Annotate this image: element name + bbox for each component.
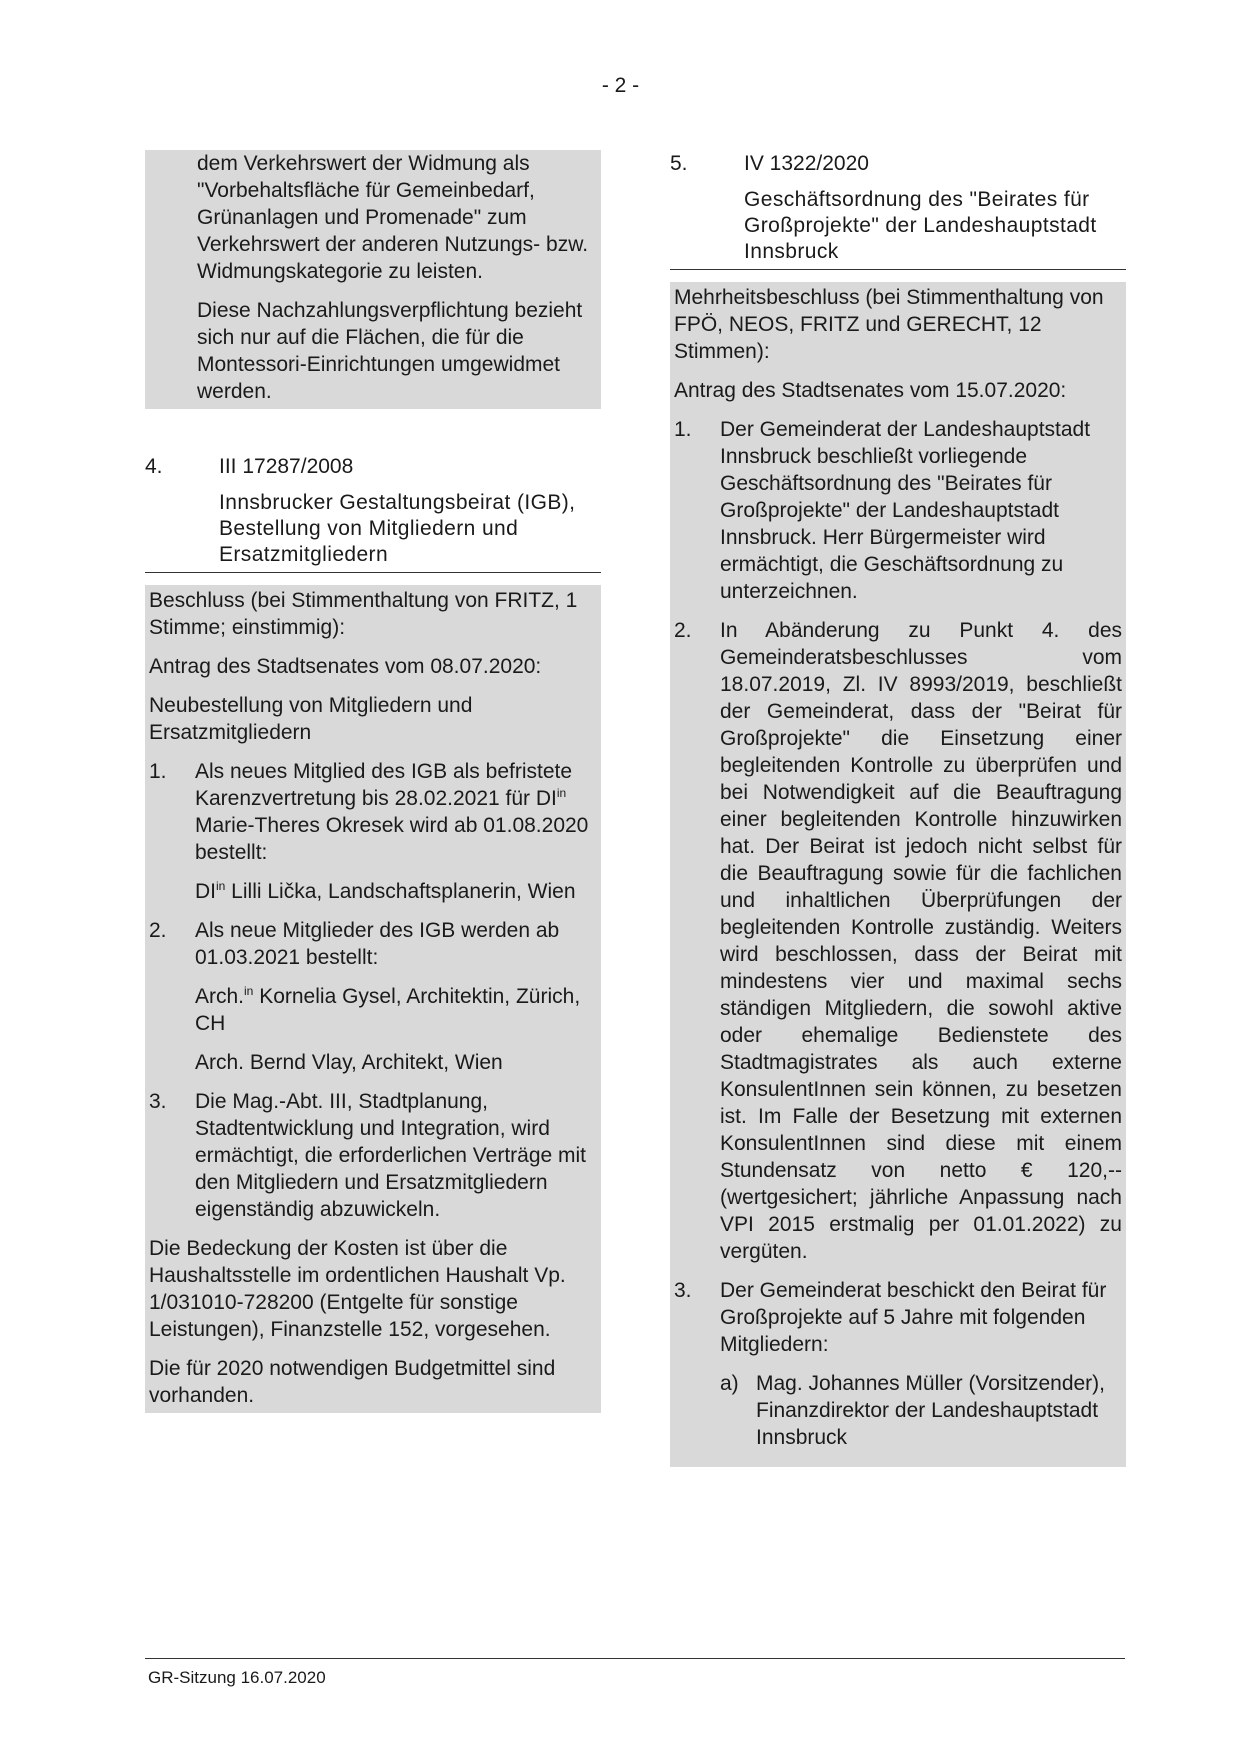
sub-list-item — [720, 1370, 1122, 1451]
list-item — [149, 758, 597, 905]
coverage-text: Die Bedeckung der Kosten ist über die Haushaltsstelle im ordentlichen Haushalt Vp. 1/031010-728200 (Entgelte für sonstige Leistungen), Finanzstelle 152, vorgesehen. — [149, 1237, 566, 1341]
agenda-item-5-number: 5. — [670, 152, 688, 175]
sub-list-item-letter: a) — [720, 1372, 739, 1395]
sub-list-item-text: Mag. Johannes Müller (Vorsitzender), Finanzdirektor der Landeshauptstadt Innsbruck — [756, 1372, 1105, 1449]
agenda-item-5 — [670, 150, 1126, 1467]
agenda-item-4 — [145, 453, 601, 1413]
member-entry: Arch.$^{in}$ Kornelia Gysel, Architektin, Zürich, CH — [195, 984, 581, 1035]
list-item-text: Als neue Mitglieder des IGB werden ab 01.03.2021 bestellt: — [195, 919, 560, 969]
list-item-number: 1. — [674, 418, 692, 441]
member-entry: $DI^{in}$ Lilli Lička, Landschaftsplanerin, Wien — [195, 879, 576, 903]
list-item-text: Der Gemeinderat beschickt den Beirat für Großprojekte auf 5 Jahre mit folgenden Mitgliedern: — [720, 1279, 1107, 1356]
list-item — [149, 917, 597, 1076]
continuation-block — [145, 150, 601, 409]
agenda-item-5-header — [670, 150, 1126, 177]
list-item — [674, 1277, 1122, 1451]
motion-text: Antrag des Stadtsenates vom 15.07.2020: — [674, 379, 1067, 402]
decision-text: Mehrheitsbeschluss (bei Stimmenthaltung von FPÖ, NEOS, FRITZ und GERECHT, 12 Stimmen): — [674, 286, 1104, 363]
page-number: - 2 - — [601, 74, 640, 97]
agenda-item-4-ref: III 17287/2008 — [219, 455, 354, 478]
agenda-item-5-body — [670, 282, 1126, 1467]
list-item-number: 3. — [674, 1279, 692, 1302]
member-entry: Arch. Bernd Vlay, Architekt, Wien — [195, 1051, 503, 1074]
budget-text: Die für 2020 notwendigen Budgetmittel sind vorhanden. — [149, 1357, 556, 1407]
footer-text: GR-Sitzung 16.07.2020 — [148, 1668, 326, 1687]
subject-text: Neubestellung von Mitgliedern und Ersatzmitgliedern — [149, 694, 473, 744]
list-item-number: 1. — [149, 760, 167, 783]
list-item — [674, 416, 1122, 605]
footer-divider — [145, 1658, 1125, 1659]
continuation-text-1: dem Verkehrswert der Widmung als "Vorbehaltsfläche für Gemeinbedarf, Grünanlagen und Promenade" zum Verkehrswert der anderen Nutzungs- bzw. Widmungskategorie zu leisten. — [197, 152, 589, 283]
agenda-item-5-ref: IV 1322/2020 — [744, 152, 869, 175]
list-item-text: Als neues Mitglied des IGB als befristete Karenzvertretung bis 28.02.2021 für $DI^{in}$ Marie-Theres Okresek wird ab 01.08.2020 bestellt: — [195, 760, 589, 864]
agenda-item-4-header — [145, 453, 601, 480]
list-item-number: 2. — [674, 619, 692, 642]
agenda-item-4-title: Innsbrucker Gestaltungsbeirat (IGB), Bestellung von Mitgliedern und Ersatzmitgliedern — [145, 490, 601, 573]
agenda-item-4-number: 4. — [145, 455, 163, 478]
list-item-number: 3. — [149, 1090, 167, 1113]
right-column — [670, 150, 1126, 1467]
list-item-number: 2. — [149, 919, 167, 942]
motion-text: Antrag des Stadtsenates vom 08.07.2020: — [149, 655, 542, 678]
list-item-text: Die Mag.-Abt. III, Stadtplanung, Stadtentwicklung und Integration, wird ermächtigt, die erforderlichen Verträge mit den Mitgliedern und Ersatzmitgliedern eigenständig abzuwickeln. — [195, 1090, 587, 1221]
left-column — [145, 150, 601, 1413]
list-item — [674, 617, 1122, 1265]
agenda-item-5-title: Geschäftsordnung des "Beirates für Großprojekte" der Landeshauptstadt Innsbruck — [670, 187, 1126, 270]
list-item-text: Der Gemeinderat der Landeshauptstadt Innsbruck beschließt vorliegende Geschäftsordnung des "Beirates für Großprojekte" der Landeshauptstadt Innsbruck. Herr Bürgermeister wird ermächtigt, die Geschäftsordnung zu unterzeichnen. — [720, 418, 1091, 603]
decision-text: Beschluss (bei Stimmenthaltung von FRITZ, 1 Stimme; einstimmig): — [149, 589, 578, 639]
agenda-item-4-body — [145, 585, 601, 1413]
list-item — [149, 1088, 597, 1223]
list-item-text: In Abänderung zu Punkt 4. des Gemeinderatsbeschlusses vom 18.07.2019, Zl. IV 8993/2019, beschließt der Gemeinderat, dass der "Beirat für Großprojekte" die Einsetzung einer begleitenden Kontrolle zu überprüfen und bei Notwendigkeit auf die Beauftragung einer begleitenden Kontrolle hinzuwirken hat. Der Beirat ist jedoch nicht selbst für die Beauftragung sowie für die fachlichen und inhaltlichen Überprüfungen der begleitenden Kontrolle zuständig. Weiters wird beschlossen, dass der Beirat mit mindestens vier und maximal sechs ständigen Mitgliedern, die sowohl aktive oder ehemalige Bedienstete des Stadtmagistrates als auch externe KonsulentInnen sein können, zu besetzen ist. Im Falle der Besetzung mit externen KonsulentInnen sind diese mit einem Stundensatz von netto € 120,-- (wertgesichert; jährliche Anpassung nach VPI 2015 erstmalig per 01.01.2022) zu vergüten. — [720, 619, 1122, 1263]
continuation-text-2: Diese Nachzahlungsverpflichtung bezieht sich nur auf die Flächen, die für die Montessori-Einrichtungen umgewidmet werden. — [197, 299, 583, 403]
